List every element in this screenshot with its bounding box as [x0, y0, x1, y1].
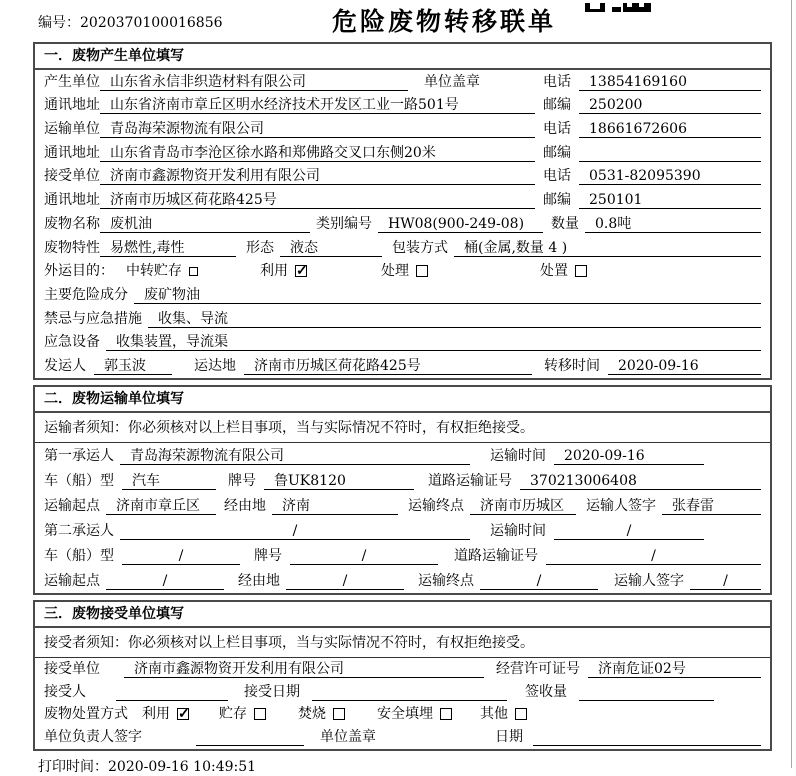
option-label: 贮存 [219, 706, 247, 723]
phone2-label: 电话 [543, 121, 571, 138]
row-transporter [35, 117, 770, 141]
sign2-value: / [690, 572, 761, 590]
checkbox-icon [440, 708, 452, 720]
purpose-option-dispose [540, 262, 587, 280]
producer-value: 山东省永信非织造材料有限公司 [100, 73, 408, 91]
plate1-label: 牌号 [228, 472, 256, 489]
checkbox-checked-icon [295, 265, 307, 277]
receive-person-label: 接受人 [44, 683, 86, 700]
print-time-label: 打印时间： [38, 759, 108, 776]
zip1-label: 邮编 [543, 97, 571, 114]
checkbox-icon [254, 708, 266, 720]
section-receiver [33, 600, 772, 751]
end1-label: 运输终点 [408, 497, 464, 514]
checkbox-checked-icon [177, 708, 189, 720]
roadcert1-label: 道路运输证号 [428, 472, 512, 489]
packing-label: 包装方式 [392, 239, 448, 256]
row-producer [35, 70, 770, 94]
phone1-label: 电话 [543, 73, 571, 90]
addr3-label: 通讯地址 [44, 192, 100, 209]
receive-unit-value: 济南市鑫源物资开发利用有限公司 [124, 660, 484, 678]
waste-name-value: 废机油 [100, 215, 310, 233]
row-vehicle1 [35, 468, 770, 493]
roadcert1-value: 370213006408 [520, 472, 761, 490]
option-label: 中转贮存 [126, 263, 182, 280]
row-vehicle2 [35, 543, 770, 568]
carrier1-label: 第一承运人 [44, 447, 114, 464]
sign1-label: 运输人签字 [586, 497, 656, 514]
transporter-label: 运输单位 [44, 121, 100, 138]
row-receive-unit [35, 658, 770, 681]
addr1-label: 通讯地址 [44, 97, 100, 114]
roadcert2-label: 道路运输证号 [454, 547, 538, 564]
checkbox-icon [189, 267, 198, 276]
print-time-value: 2020-09-16 10:49:51 [108, 759, 257, 776]
row-sender [35, 354, 770, 378]
sign1-value: 张春雷 [662, 497, 761, 515]
page-title: 危险废物转移联单 [332, 7, 557, 36]
via2-value: / [286, 572, 404, 590]
disposal-option-incinerate [298, 705, 345, 723]
origin1-label: 运输起点 [44, 497, 100, 514]
qty-value: 0.8吨 [585, 215, 761, 233]
row-carrier1 [35, 443, 770, 468]
row-carrier2 [35, 518, 770, 543]
vehicle2-label: 车（船）型 [44, 547, 114, 564]
disposal-option-other [480, 705, 527, 723]
equipment-label: 应急设备 [44, 334, 100, 351]
transfer-time-value: 2020-09-16 [608, 357, 761, 375]
time1-label: 运输时间 [490, 447, 546, 464]
disposal-label: 废物处置方式 [44, 706, 128, 723]
packing-value: 桶(金属,数量 4 ) [454, 239, 761, 257]
checkbox-icon [416, 265, 428, 277]
manager-sign-value [196, 728, 304, 746]
phone1-value: 13854169160 [579, 73, 761, 91]
date2-value [533, 728, 761, 746]
disposal-option-utilize [142, 705, 189, 723]
carrier1-value: 青岛海荣源物流有限公司 [120, 447, 470, 465]
row-hazard-component [35, 283, 770, 307]
section-producer [33, 42, 772, 380]
receiver-notice: 接受者须知：你必须核对以上栏目事项，当与实际情况不符时，有权拒绝接受。 [35, 628, 770, 658]
receiver-seal-label: 单位盖章 [320, 729, 376, 746]
component-label: 主要危险成分 [44, 286, 128, 303]
origin1-value: 济南市章丘区 [106, 497, 216, 515]
transfer-time-label: 转移时间 [544, 357, 600, 374]
vehicle1-label: 车（船）型 [44, 472, 114, 489]
row-taboo-measures [35, 307, 770, 331]
row-route1 [35, 493, 770, 518]
purpose-option-transfer-storage [126, 262, 198, 280]
phone2-value: 18661672606 [579, 120, 761, 138]
zip3-label: 邮编 [543, 192, 571, 209]
addr3-value: 济南市历城区荷花路425号 [100, 191, 535, 209]
phone3-value: 0531-82095390 [579, 167, 761, 185]
receive-person-value [116, 683, 228, 701]
checkbox-icon [333, 708, 345, 720]
checkbox-icon [515, 708, 527, 720]
license-value: 济南危证02号 [588, 660, 761, 678]
row-manager-sign [35, 726, 770, 749]
row-disposal-method [35, 704, 770, 727]
dest-label: 运达地 [194, 357, 236, 374]
plate2-value: / [290, 547, 438, 565]
roadcert2-value: / [546, 547, 761, 565]
qr-code-partial-icon [585, 0, 655, 16]
date2-label: 日期 [495, 729, 523, 746]
dest-value: 济南市历城区荷花路425号 [244, 357, 532, 375]
receiver-label: 接受单位 [44, 168, 100, 185]
addr1-value: 山东省济南市章丘区明水经济技术开发区工业一路501号 [100, 96, 535, 114]
row-emergency-equipment [35, 331, 770, 355]
end2-value: / [480, 572, 598, 590]
manager-sign-label: 单位负责人签字 [44, 729, 142, 746]
row-receive-person [35, 681, 770, 704]
time2-label: 运输时间 [490, 522, 546, 539]
option-label: 处置 [540, 263, 568, 280]
option-label: 安全填埋 [377, 706, 433, 723]
end2-label: 运输终点 [418, 572, 474, 589]
receive-date-label: 接受日期 [244, 683, 300, 700]
receive-unit-label: 接受单位 [44, 660, 100, 677]
disposal-option-store [219, 705, 266, 723]
unit-seal-label: 单位盖章 [424, 73, 480, 90]
purpose-option-utilize [260, 262, 307, 280]
receive-date-value [312, 683, 507, 701]
serial-value: 2020370100016856 [80, 15, 223, 31]
zip2-label: 邮编 [543, 144, 571, 161]
license-label: 经营许可证号 [496, 660, 580, 677]
serial-number [38, 12, 223, 32]
disposal-option-landfill [377, 705, 452, 723]
form-value: 液态 [280, 239, 382, 257]
transporter-value: 青岛海荣源物流有限公司 [100, 120, 535, 138]
amount-label: 签收量 [525, 683, 567, 700]
section-producer-header: 一．废物产生单位填写 [35, 44, 770, 70]
receiver-value: 济南市鑫源物资开发利用有限公司 [100, 167, 535, 185]
serial-label: 编号： [38, 15, 80, 31]
waste-name-label: 废物名称 [44, 215, 100, 232]
option-label: 处理 [381, 263, 409, 280]
time2-value: / [554, 522, 704, 540]
via2-label: 经由地 [238, 572, 280, 589]
option-label: 焚烧 [298, 706, 326, 723]
end1-value: 济南市历城区 [470, 497, 576, 515]
sign2-label: 运输人签字 [614, 572, 684, 589]
section-transport-header: 二．废物运输单位填写 [35, 387, 770, 413]
document-header [0, 0, 796, 42]
purpose-option-treat [381, 262, 428, 280]
section-receiver-header: 三．废物接受单位填写 [35, 602, 770, 628]
time1-value: 2020-09-16 [554, 447, 704, 465]
plate1-value: 鲁UK8120 [264, 472, 414, 490]
option-label: 利用 [260, 263, 288, 280]
form-content [33, 42, 772, 751]
row-receiver [35, 165, 770, 189]
row-receiver-address [35, 188, 770, 212]
addr2-label: 通讯地址 [44, 144, 100, 161]
qty-label: 数量 [551, 215, 579, 232]
vehicle2-value: / [122, 547, 240, 565]
transport-notice: 运输者须知：你必须核对以上栏目事项，当与实际情况不符时，有权拒绝接受。 [35, 413, 770, 443]
form-label: 形态 [246, 239, 274, 256]
vehicle1-value: 汽车 [122, 472, 216, 490]
origin2-value: / [106, 572, 224, 590]
plate2-label: 牌号 [254, 547, 282, 564]
row-route2 [35, 568, 770, 593]
equipment-value: 收集装置，导流渠 [106, 333, 761, 351]
character-label: 废物特性 [44, 239, 100, 256]
component-value: 废矿物油 [134, 286, 761, 304]
zip3-value: 250101 [579, 191, 761, 209]
row-purpose [35, 260, 770, 284]
zip2-value [579, 144, 761, 162]
carrier2-label: 第二承运人 [44, 522, 114, 539]
taboo-label: 禁忌与应急措施 [44, 310, 142, 327]
producer-label: 产生单位 [44, 73, 100, 90]
phone3-label: 电话 [543, 168, 571, 185]
carrier2-value: / [120, 522, 470, 540]
addr2-value: 山东省青岛市李沧区徐水路和郑佛路交叉口东侧20米 [100, 144, 535, 162]
row-waste-name [35, 212, 770, 236]
page-edge-line [791, 0, 792, 768]
taboo-value: 收集、导流 [148, 310, 761, 328]
character-value: 易燃性,毒性 [100, 239, 236, 257]
zip1-value: 250200 [579, 96, 761, 114]
row-waste-character [35, 236, 770, 260]
sender-value: 郭玉波 [94, 357, 172, 375]
checkbox-icon [575, 265, 587, 277]
category-value: HW08(900-249-08) [378, 215, 543, 233]
via1-value: 济南 [272, 497, 398, 515]
sender-label: 发运人 [44, 357, 86, 374]
via1-label: 经由地 [224, 497, 266, 514]
category-label: 类别编号 [316, 215, 372, 232]
purpose-label: 外运目的： [44, 263, 114, 280]
amount-value [579, 683, 714, 701]
option-label: 利用 [142, 706, 170, 723]
origin2-label: 运输起点 [44, 572, 100, 589]
row-producer-address [35, 94, 770, 118]
section-transport [33, 385, 772, 595]
row-transporter-address [35, 141, 770, 165]
print-time [38, 756, 796, 776]
option-label: 其他 [480, 706, 508, 723]
